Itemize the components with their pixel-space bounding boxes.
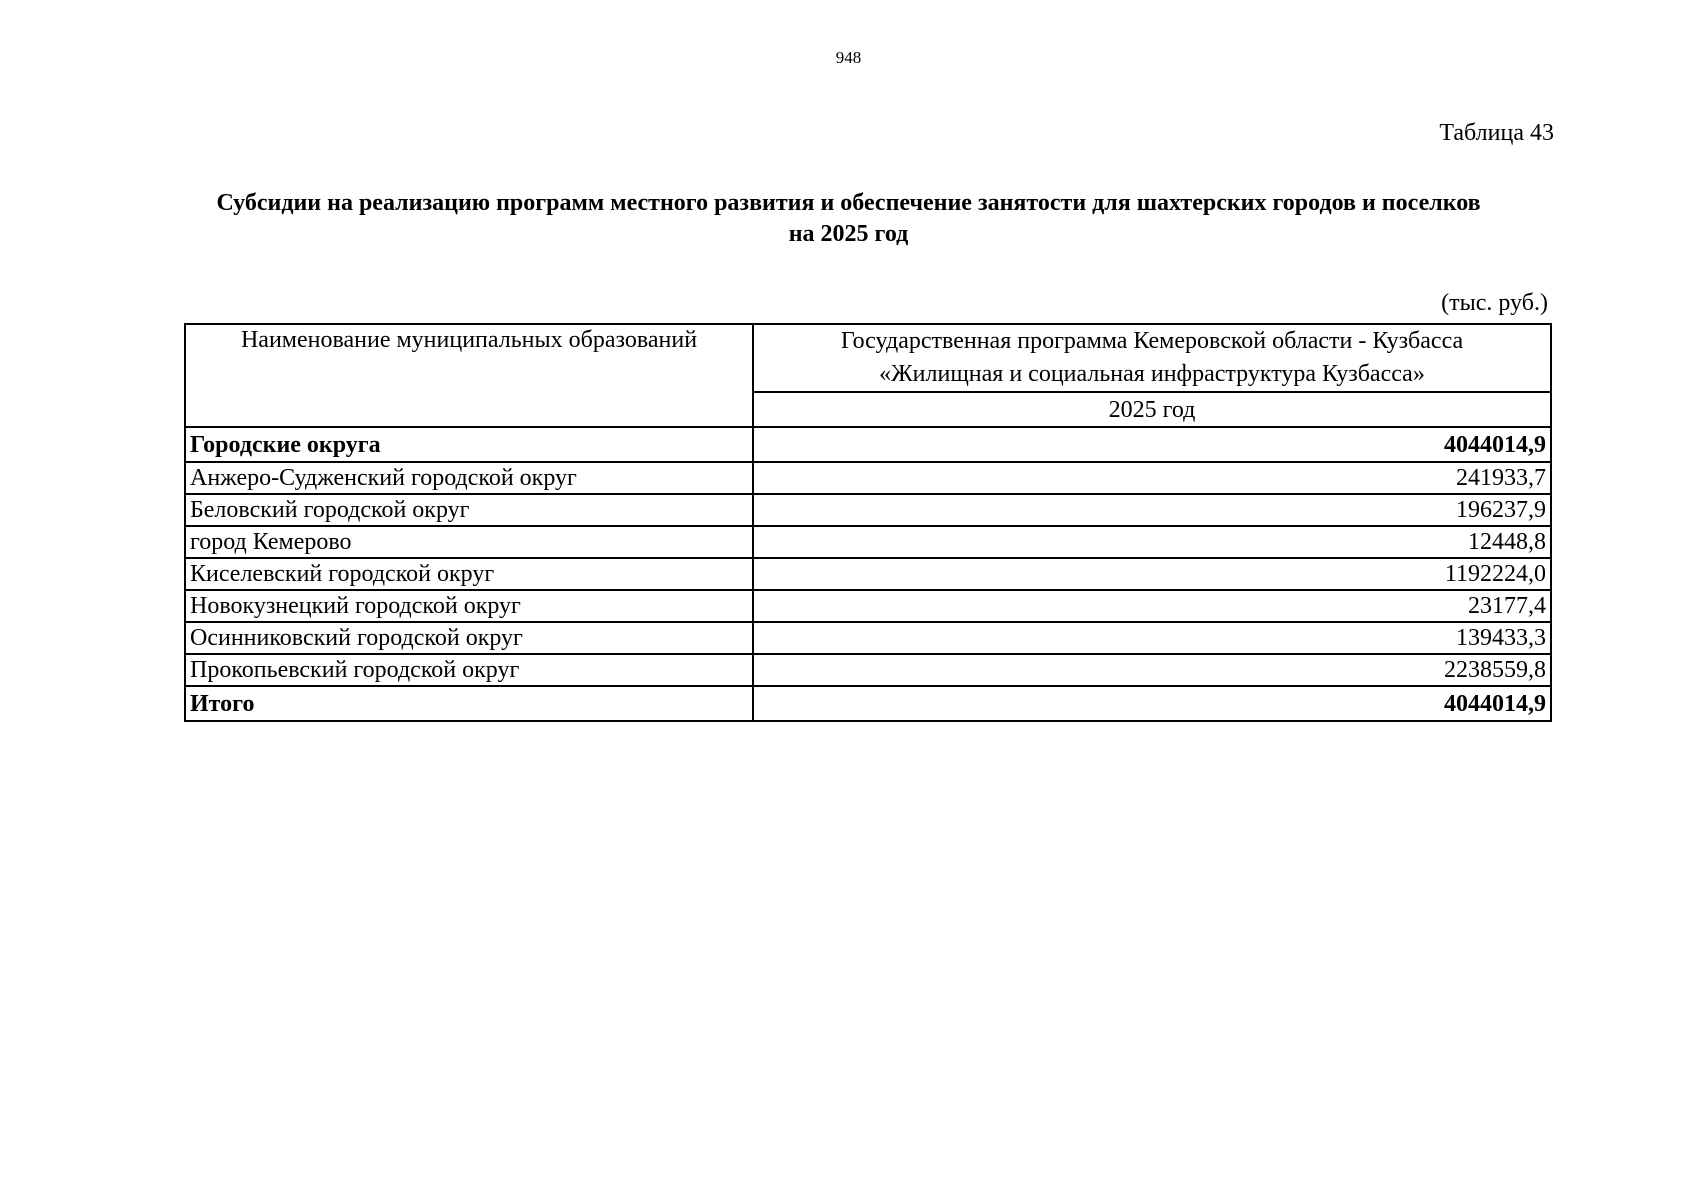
table-row [185, 462, 1551, 494]
row-name: Новокузнецкий городской округ [185, 590, 753, 622]
header-municipality-name: Наименование муниципальных образований [185, 324, 753, 427]
document-title [150, 188, 1547, 250]
row-value: 4044014,9 [753, 686, 1551, 721]
units-label: (тыс. руб.) [1441, 290, 1548, 316]
page-number: 948 [835, 48, 862, 67]
row-value: 196237,9 [753, 494, 1551, 526]
table-row [185, 590, 1551, 622]
row-value: 2238559,8 [753, 654, 1551, 686]
table-header-row [185, 324, 1551, 392]
row-value: 23177,4 [753, 590, 1551, 622]
row-name: Осинниковский городской округ [185, 622, 753, 654]
row-value: 12448,8 [753, 526, 1551, 558]
table-row [185, 622, 1551, 654]
row-value: 139433,3 [753, 622, 1551, 654]
header-program [753, 324, 1551, 392]
table-row [185, 686, 1551, 721]
row-name: Беловский городской округ [185, 494, 753, 526]
row-name: Анжеро-Судженский городской округ [185, 462, 753, 494]
header-program-line-2: «Жилищная и социальная инфраструктура Кузбасса» [879, 361, 1425, 387]
header-program-line-1: Государственная программа Кемеровской области - Кузбасса [840, 328, 1464, 354]
table-row [185, 494, 1551, 526]
document-title-line-2: на 2025 год [788, 221, 909, 247]
row-name: Прокопьевский городской округ [185, 654, 753, 686]
table-row [185, 427, 1551, 462]
document-title-line-1: Субсидии на реализацию программ местного развития и обеспечение занятости для шахтерских городов и поселков [216, 190, 1481, 216]
row-value: 1192224,0 [753, 558, 1551, 590]
table-row [185, 526, 1551, 558]
header-year: 2025 год [753, 392, 1551, 427]
table-row [185, 558, 1551, 590]
row-name: Киселевский городской округ [185, 558, 753, 590]
row-value: 4044014,9 [753, 427, 1551, 462]
row-value: 241933,7 [753, 462, 1551, 494]
table-label: Таблица 43 [1439, 120, 1554, 146]
row-name: Городские округа [185, 427, 753, 462]
row-name: Итого [185, 686, 753, 721]
table-body [185, 427, 1551, 721]
table-row [185, 654, 1551, 686]
subsidies-table [184, 323, 1552, 722]
row-name: город Кемерово [185, 526, 753, 558]
